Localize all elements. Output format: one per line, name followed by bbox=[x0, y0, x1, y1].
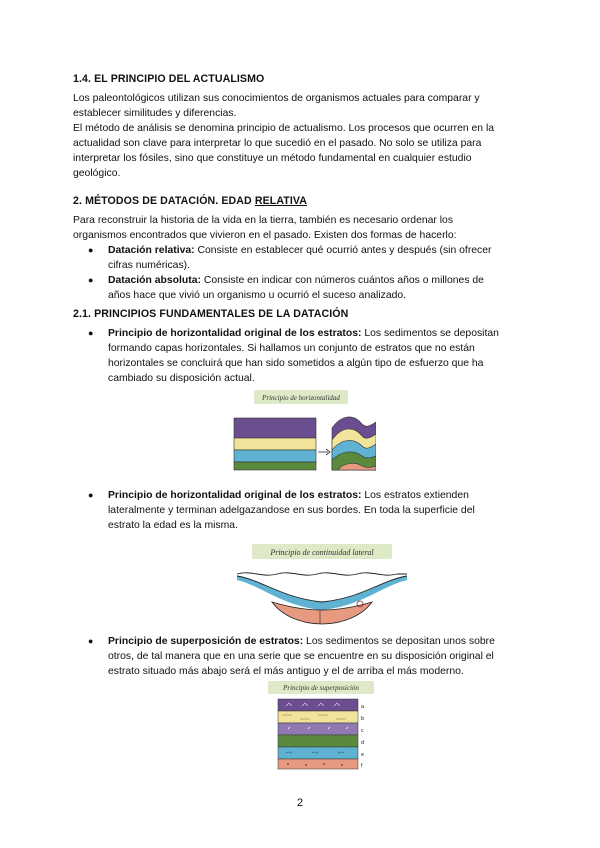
bullet-glyph: ● bbox=[88, 328, 94, 338]
bullet-glyph: ● bbox=[88, 490, 94, 500]
layer-label: f bbox=[361, 763, 363, 769]
bullet-glyph: ● bbox=[88, 636, 94, 646]
bullet-glyph: ● bbox=[88, 245, 94, 255]
figure-lateral-continuity bbox=[232, 540, 412, 625]
paragraph-line: organismos encontrados que vivieron en el pasado. Existen dos formas de hacerlo: bbox=[73, 230, 457, 241]
bullet-line: cambiado su disposición actual. bbox=[108, 373, 255, 384]
bullet-absolute-dating: Datación absoluta: Consiste en indicar con números cuántos años o millones de bbox=[108, 275, 484, 286]
layer-label: b bbox=[361, 716, 365, 722]
layer-label: a bbox=[361, 704, 365, 710]
basin-strata bbox=[237, 573, 407, 624]
section-heading-2-1: 2.1. PRINCIPIOS FUNDAMENTALES DE LA DATACIÓN bbox=[73, 308, 349, 320]
bullet-line: cifras numéricas). bbox=[108, 260, 190, 271]
folded-strata bbox=[332, 417, 376, 470]
figure-title: Principio de superposición bbox=[283, 684, 359, 692]
horizontal-strata bbox=[234, 418, 316, 470]
paragraph-line: El método de análisis se denomina principio de actualismo. Los procesos que ocurren en la bbox=[73, 123, 495, 134]
paragraph-line: Para reconstruir la historia de la vida en la tierra, también es necesario ordenar los bbox=[73, 215, 454, 226]
bullet-line: otros, de tal manera que en una serie que se encuentre en su disposición original el bbox=[108, 651, 494, 662]
page-number: 2 bbox=[296, 797, 304, 809]
principle-superposition: Principio de superposición de estratos: Los sedimentos se depositan unos sobre bbox=[108, 636, 495, 647]
figure-title: Principio de continuidad lateral bbox=[270, 548, 374, 557]
figure-horizontality bbox=[226, 388, 376, 478]
paragraph-line: actualidad son clave para interpretar lo que sucedió en el pasado. No solo se utiliza para bbox=[73, 138, 482, 149]
section-heading-2: 2. MÉTODOS DE DATACIÓN. EDAD RELATIVA bbox=[73, 195, 308, 207]
principle-lateral-continuity: Principio de horizontalidad original de los estratos: Los estratos extienden bbox=[108, 490, 469, 501]
bullet-line: años hace que vivió un organismo u ocurrió el suceso analizado. bbox=[108, 290, 407, 301]
bullet-line: estrato situado más abajo será el más antiguo y el de arriba el más moderno. bbox=[108, 666, 464, 677]
figure-title: Principio de horizontalidad bbox=[262, 394, 340, 402]
paragraph-line: Los paleontológicos utilizan sus conocimientos de organismos actuales para comparar y bbox=[73, 93, 480, 104]
layer-label: e bbox=[361, 752, 365, 758]
layer-label: d bbox=[361, 740, 365, 746]
bullet-relative-dating: Datación relativa: Consiste en establecer qué ocurrió antes y después (sin ofrecer bbox=[108, 245, 492, 256]
stacked-strata bbox=[278, 699, 358, 769]
bullet-line: horizontales se concluirá que han sido sometidos a algún tipo de esfuerzo que ha bbox=[108, 358, 484, 369]
bullet-glyph: ● bbox=[88, 275, 94, 285]
bullet-line: lateralmente y terminan adelgazandose en sus bordes. En toda la superficie del bbox=[108, 505, 475, 516]
bullet-line: formando capas horizontales. Si hallamos un conjunto de estratos que no están bbox=[108, 343, 475, 354]
figure-superposition bbox=[262, 679, 382, 774]
section-heading-1-4: 1.4. EL PRINCIPIO DEL ACTUALISMO bbox=[73, 73, 265, 85]
paragraph-line: geológico. bbox=[73, 168, 121, 179]
paragraph-line: establecer similitudes y diferencias. bbox=[73, 108, 237, 119]
principle-horizontality: Principio de horizontalidad original de los estratos: Los sedimentos se depositan bbox=[108, 328, 499, 339]
layer-label: c bbox=[361, 728, 364, 734]
paragraph-line: interpretar los fósiles, sino que constituye un método fundamental en cualquier estudio bbox=[73, 153, 472, 164]
arrow-icon bbox=[318, 449, 330, 455]
bullet-line: estrato la edad es la misma. bbox=[108, 520, 238, 531]
